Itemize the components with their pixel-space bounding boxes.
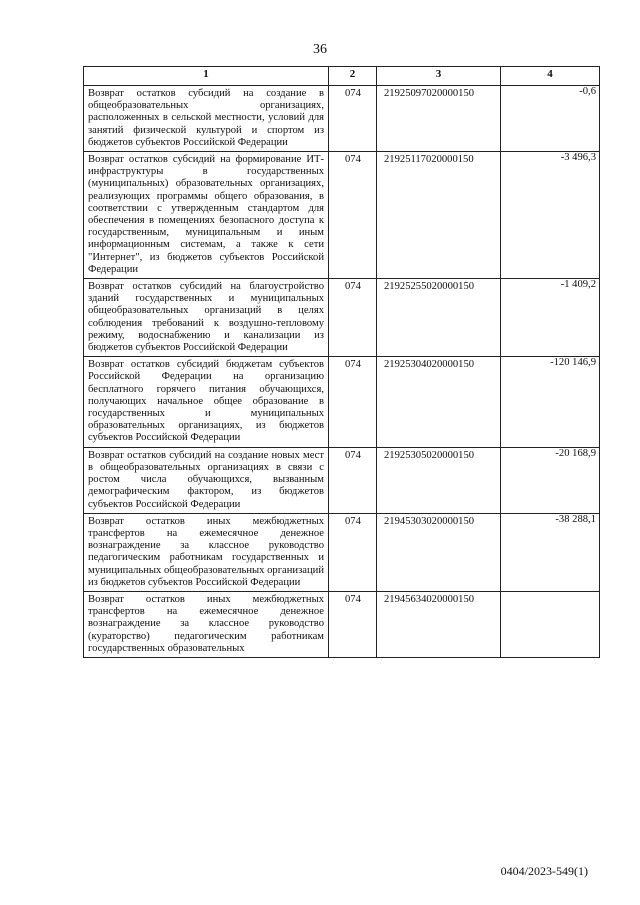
table-row [84, 591, 600, 657]
row-code: 074 [329, 447, 377, 513]
row-code: 074 [329, 591, 377, 657]
table-row [84, 357, 600, 447]
row-kbk: 21925255020000150 [377, 279, 501, 357]
row-amount: -1 409,2 [501, 279, 600, 357]
row-amount: -20 168,9 [501, 447, 600, 513]
table-row [84, 513, 600, 591]
row-kbk: 21925304020000150 [377, 357, 501, 447]
col-header-1: 1 [84, 67, 329, 86]
table-header-row [84, 67, 600, 86]
budget-table [83, 66, 600, 658]
table-row [84, 152, 600, 279]
row-amount: -0,6 [501, 86, 600, 152]
row-name: Возврат остатков субсидий на формирование ИТ-инфраструктуры в государственных (муниципальных) образовательных организациях, реализующих программы общего образования, в соответствии с утвержденным стандартом для обеспечения в помещениях безопасного доступа к государственным, муниципальным и иным информационным системам, а также к сети "Интернет", из бюджетов субъектов Российской Федерации [84, 152, 329, 279]
row-code: 074 [329, 152, 377, 279]
table-row [84, 86, 600, 152]
row-kbk: 21925097020000150 [377, 86, 501, 152]
row-name: Возврат остатков субсидий на создание в общеобразовательных организациях, расположенных в сельской местности, условий для занятий физической культурой и спортом из бюджетов субъектов Российской Федерации [84, 86, 329, 152]
row-name: Возврат остатков иных межбюджетных трансфертов на ежемесячное денежное вознаграждение за классное руководство педагогическим работникам государственных и муниципальных общеобразовательных организаций из бюджетов субъектов Российской Федерации [84, 513, 329, 591]
row-code: 074 [329, 86, 377, 152]
row-name: Возврат остатков субсидий на благоустройство зданий государственных и муниципальных общеобразовательных организаций в целях соблюдения требований к воздушно-тепловому режиму, водоснабжению и канализации из бюджетов субъектов Российской Федерации [84, 279, 329, 357]
row-code: 074 [329, 357, 377, 447]
row-amount: -3 496,3 [501, 152, 600, 279]
col-header-3: 3 [377, 67, 501, 86]
row-kbk: 21925305020000150 [377, 447, 501, 513]
page-number: 36 [313, 42, 327, 57]
row-name: Возврат остатков иных межбюджетных трансфертов на ежемесячное денежное вознаграждение за классное руководство (кураторство) педагогическим работникам государственных образовательных [84, 591, 329, 657]
col-header-2: 2 [329, 67, 377, 86]
row-kbk: 21945634020000150 [377, 591, 501, 657]
row-kbk: 21945303020000150 [377, 513, 501, 591]
col-header-4: 4 [501, 67, 600, 86]
row-kbk: 21925117020000150 [377, 152, 501, 279]
table-row [84, 447, 600, 513]
row-name: Возврат остатков субсидий бюджетам субъектов Российской Федерации на организацию бесплатного горячего питания обучающихся, получающих начальное общее образование в государственных и муниципальных образовательных организациях, из бюджетов субъектов Российской Федерации [84, 357, 329, 447]
table-row [84, 279, 600, 357]
document-code: 0404/2023-549(1) [500, 864, 588, 878]
row-amount [501, 591, 600, 657]
row-name: Возврат остатков субсидий на создание новых мест в общеобразовательных организациях в связи с ростом числа обучающихся, вызванным демографическим фактором, из бюджетов субъектов Российской Федерации [84, 447, 329, 513]
row-code: 074 [329, 513, 377, 591]
row-code: 074 [329, 279, 377, 357]
row-amount: -38 288,1 [501, 513, 600, 591]
row-amount: -120 146,9 [501, 357, 600, 447]
